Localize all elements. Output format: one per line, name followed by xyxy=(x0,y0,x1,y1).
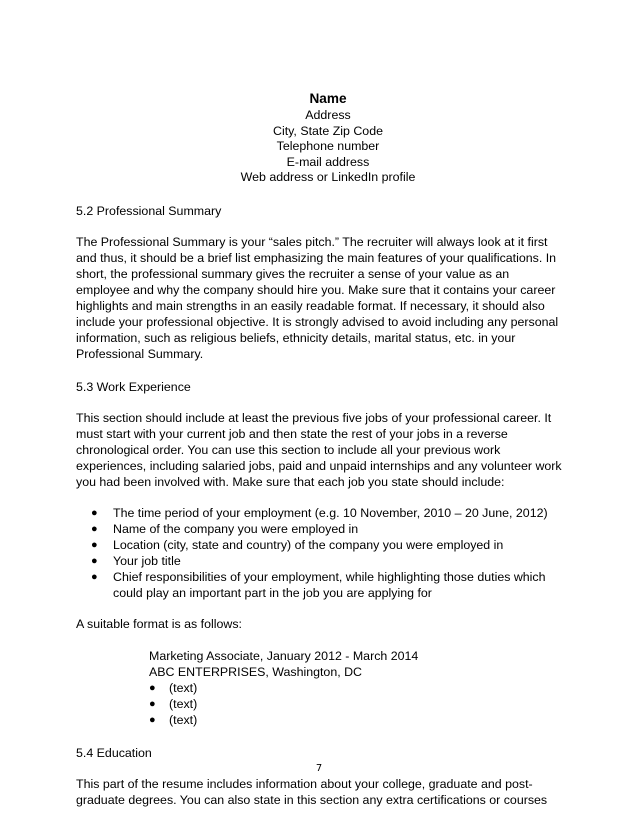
list-item: ● Name of the company you were employed in xyxy=(91,521,359,536)
professional-summary-paragraph: The Professional Summary is your “sales pitch.” The recruiter will always look at it first and thus, it should be a brief list emphasizing the main features of your qualifications. In short, the professional summary gives the recruiter a sense of your value as an employee and why the company should hire you. Make sure that it contains your career highlights and main strengths in an easily readable format. If necessary, it should also include your professional objective. It is strongly advised to avoid including any personal information, such as religious beliefs, ethnicity details, marital status, etc. in your Professional Summary. xyxy=(76,234,559,361)
bullet-icon: ● xyxy=(149,713,156,726)
example-job-entry xyxy=(149,648,564,728)
bullet-icon: ● xyxy=(91,522,98,535)
bullet-icon: ● xyxy=(91,554,98,567)
page-number: 7 xyxy=(315,763,323,774)
bullet-icon: ● xyxy=(149,681,156,694)
bullet-icon: ● xyxy=(91,538,98,551)
resume-email: E-mail address xyxy=(286,154,370,169)
resume-header xyxy=(92,90,564,186)
education-paragraph: This part of the resume includes information about your college, graduate and post-graduate degrees. You can also state in this section any extra certifications or courses xyxy=(76,776,548,807)
example-company-location: ABC ENTERPRISES, Washington, DC xyxy=(149,664,362,679)
resume-name: Name xyxy=(309,91,347,106)
list-item: ● (text) xyxy=(149,712,198,727)
list-item: ● Location (city, state and country) of the company you were employed in xyxy=(91,537,504,552)
section-title-education: 5.4 Education xyxy=(76,745,152,760)
bullet-icon: ● xyxy=(149,697,156,710)
bullet-icon: ● xyxy=(91,506,98,519)
resume-web-address: Web address or LinkedIn profile xyxy=(240,170,416,184)
work-experience-bullet-list xyxy=(76,505,564,601)
document-page xyxy=(76,90,564,808)
section-title-work-experience: 5.3 Work Experience xyxy=(76,379,191,394)
resume-address: Address xyxy=(305,108,351,122)
example-bullet-list xyxy=(149,680,564,728)
list-item: ● Chief responsibilities of your employment, while highlighting those duties which could play an important part in the job you are applying for xyxy=(91,569,546,600)
list-item: ● (text) xyxy=(149,680,198,695)
resume-telephone: Telephone number xyxy=(276,139,380,153)
bullet-icon: ● xyxy=(91,570,98,583)
list-item: ● (text) xyxy=(149,696,198,711)
work-experience-paragraph: This section should include at least the previous five jobs of your professional career. It must start with your current job and then state the rest of your jobs in a reverse chronological order. You can use this section to include all your previous work experiences, including salaried jobs, paid and unpaid internships and any volunteer work you had been involved with. Make sure that each job you state should include: xyxy=(76,410,562,489)
section-title-professional-summary: 5.2 Professional Summary xyxy=(76,203,222,218)
format-intro: A suitable format is as follows: xyxy=(76,616,242,631)
list-item: ● Your job title xyxy=(91,553,181,568)
example-job-title-dates: Marketing Associate, January 2012 - March 2014 xyxy=(149,648,419,663)
resume-city-state-zip: City, State Zip Code xyxy=(273,123,383,138)
list-item: ● The time period of your employment (e.g. 10 November, 2010 – 20 June, 2012) xyxy=(91,505,548,520)
